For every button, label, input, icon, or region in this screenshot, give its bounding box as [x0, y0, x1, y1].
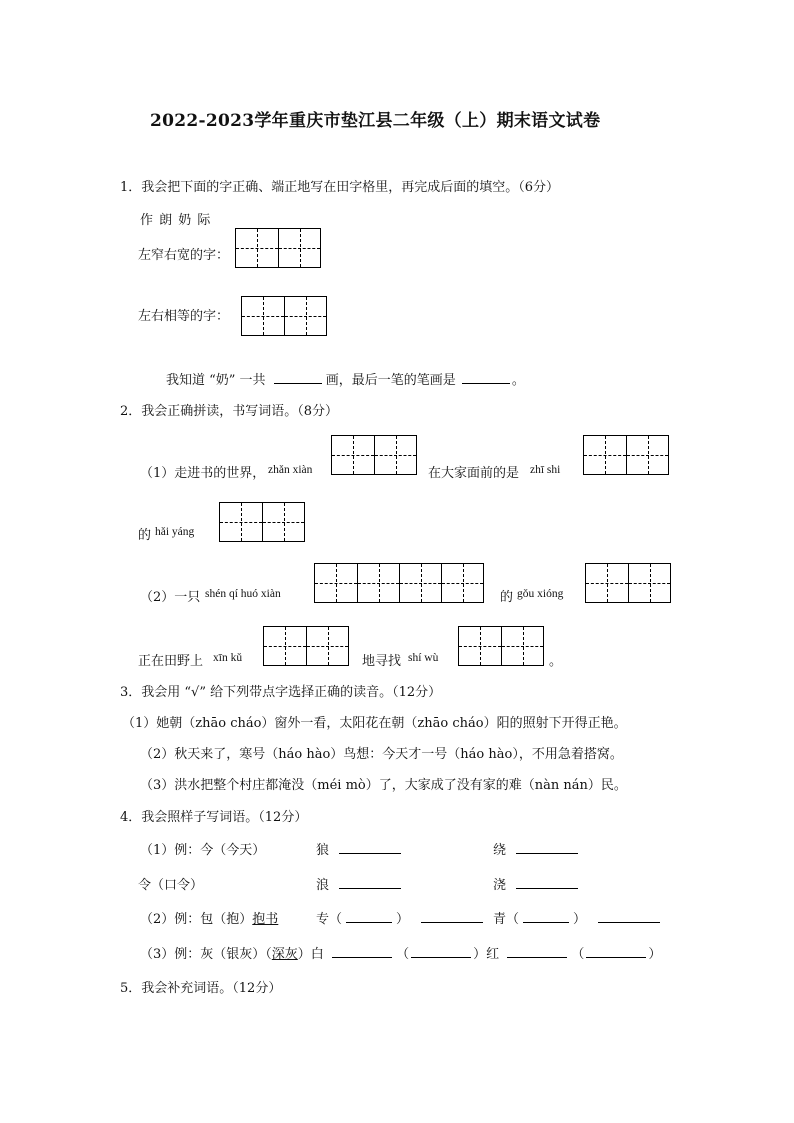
tianzige-cell[interactable] [584, 436, 626, 474]
q1-equal-label: 左右相等的字： [138, 309, 230, 324]
q1-chars: 作 朗 奶 际 [140, 213, 212, 228]
q4-row4 [140, 943, 661, 962]
q4-example-3-b: 深灰 [271, 947, 298, 962]
q4-example-1b: 令（口令） [138, 878, 204, 893]
q2-mid3: 地寻找 [362, 654, 402, 669]
tianzige-cell[interactable] [278, 229, 320, 267]
q4-blank[interactable] [516, 840, 578, 854]
q2-grid-xinku[interactable] [263, 626, 349, 666]
tianzige-cell[interactable] [315, 564, 357, 602]
q2-grid-haiyang[interactable] [219, 502, 305, 542]
q1-fill-a: 我知道 “奶” 一共 [166, 373, 266, 388]
q1-fill-b: 画，最后一笔的笔画是 [325, 373, 456, 388]
q4-example-2 [140, 908, 278, 927]
q4-row1-left [316, 839, 401, 858]
tianzige-cell[interactable] [262, 503, 304, 541]
q4-char-lang2: 浪 [316, 878, 330, 893]
q4-prompt: 4．我会照样子写词语。（12分） [120, 810, 308, 825]
q2-item1-lead: （1）走进书的世界， [140, 466, 266, 481]
tianzige-cell[interactable] [586, 564, 628, 602]
q4-close-1: ） [396, 912, 410, 927]
q4-blank[interactable] [586, 944, 646, 958]
q2-grid-gouxiong[interactable] [585, 563, 671, 603]
q2-item2-lead: （2）一只 [140, 590, 201, 605]
q3-sentence-2: （2）秋天来了，寒号（háo hào）鸟想：今天才一号（háo hào），不用急着搭窝。 [140, 747, 623, 762]
q4-row1-right [493, 839, 578, 858]
page-title: 2022-2023学年重庆市垫江县二年级（上）期末语文试卷 [150, 111, 601, 131]
tianzige-cell[interactable] [242, 297, 284, 335]
tianzige-cell[interactable] [399, 564, 441, 602]
tianzige-cell[interactable] [236, 229, 278, 267]
tianzige-cell[interactable] [459, 627, 501, 665]
q4-blank[interactable] [421, 909, 483, 923]
q4-example-2-b: 抱书 [252, 912, 279, 927]
q1-fill-end: 。 [511, 373, 525, 388]
q4-blank[interactable] [516, 875, 578, 889]
q4-char-qing: 青（ [493, 912, 520, 927]
q1-blank-strokes[interactable] [274, 370, 322, 384]
q1-left-narrow-label: 左窄右宽的字： [138, 248, 230, 263]
q2-prompt: 2．我会正确拼读，书写词语。（8分） [120, 404, 339, 419]
q4-char-lang: 狼 [316, 843, 330, 858]
tianzige-cell[interactable] [441, 564, 483, 602]
tianzige-cell[interactable] [332, 436, 374, 474]
q2-lead2: 的 [138, 528, 152, 543]
q4-blank[interactable] [598, 909, 660, 923]
q3-sentence-1: （1）她朝（zhāo cháo）窗外一看，太阳花在朝（zhāo cháo）阳的照射下开得正艳。 [122, 716, 627, 731]
q2-pinyin-zhanxian: zhǎn xiàn [268, 464, 313, 476]
q4-open-1: （ [396, 947, 410, 962]
tianzige-cell[interactable] [284, 297, 326, 335]
q4-row3-right [493, 908, 660, 927]
q4-blank[interactable] [339, 840, 401, 854]
q4-char-jiao: 浇 [493, 878, 507, 893]
q2-mid2: 的 [500, 590, 514, 605]
q2-grid-shiwu[interactable] [458, 626, 544, 666]
q4-blank[interactable] [339, 875, 401, 889]
q5-prompt: 5．我会补充词语。（12分） [120, 981, 282, 996]
q4-close-2: ） [573, 912, 587, 927]
q2-grid-zhanxian[interactable] [331, 435, 417, 475]
tianzige-cell[interactable] [306, 627, 348, 665]
q4-char-hong: ）红 [473, 947, 500, 962]
q1-prompt: 1．我会把下面的字正确、端正地写在田字格里，再完成后面的填空。（6分） [120, 180, 560, 195]
q4-example-2-a: （2）例：包（抱） [140, 912, 253, 927]
q1-grid-equal[interactable] [241, 296, 327, 336]
tianzige-cell[interactable] [357, 564, 399, 602]
q4-row2-left [316, 874, 401, 893]
q1-blank-last-stroke[interactable] [462, 370, 510, 384]
q4-open-2: （ [571, 947, 585, 962]
tianzige-cell[interactable] [220, 503, 262, 541]
q4-blank[interactable] [523, 909, 569, 923]
q2-pinyin-gouxiong: gǒu xióng [517, 588, 564, 600]
q4-blank[interactable] [507, 944, 567, 958]
q2-pinyin-zhishi: zhī shi [530, 464, 561, 476]
q2-pinyin-shiwu: shí wù [408, 652, 439, 664]
q2-pinyin-xinku: xīn kǔ [213, 652, 243, 664]
q3-sentence-3: （3）洪水把整个村庄都淹没（méi mò）了，大家成了没有家的难（nàn nán）民。 [140, 778, 627, 793]
tianzige-cell[interactable] [501, 627, 543, 665]
q4-char-rao: 绕 [493, 843, 507, 858]
q4-close-3: ） [648, 947, 662, 962]
q2-pinyin-haiyang: hǎi yáng [155, 526, 195, 538]
tianzige-cell[interactable] [264, 627, 306, 665]
q4-row3-left [316, 908, 483, 927]
q4-example-3-a: （3）例：灰（银灰）（ [140, 947, 272, 962]
q4-blank[interactable] [346, 909, 392, 923]
q2-pinyin-shenqihuoxian: shén qí huó xiàn [205, 588, 281, 600]
q4-blank[interactable] [411, 944, 471, 958]
q4-blank[interactable] [332, 944, 392, 958]
q4-example-3-c: ）白 [297, 947, 324, 962]
q4-char-zhuan: 专（ [316, 912, 343, 927]
q4-row2-right [493, 874, 578, 893]
q2-end: 。 [549, 654, 563, 669]
q2-lead3: 正在田野上 [138, 654, 204, 669]
tianzige-cell[interactable] [374, 436, 416, 474]
q2-grid-zhishi[interactable] [583, 435, 669, 475]
tianzige-cell[interactable] [628, 564, 670, 602]
tianzige-cell[interactable] [626, 436, 668, 474]
q2-mid1: 在大家面前的是 [428, 466, 520, 481]
q1-fill-line [166, 369, 525, 388]
q4-example-1: （1）例：今（今天） [140, 843, 266, 858]
q2-grid-shenqihuoxian[interactable] [314, 563, 484, 603]
q1-grid-left-narrow[interactable] [235, 228, 321, 268]
q3-prompt: 3．我会用 “√” 给下列带点字选择正确的读音。（12分） [120, 685, 442, 700]
